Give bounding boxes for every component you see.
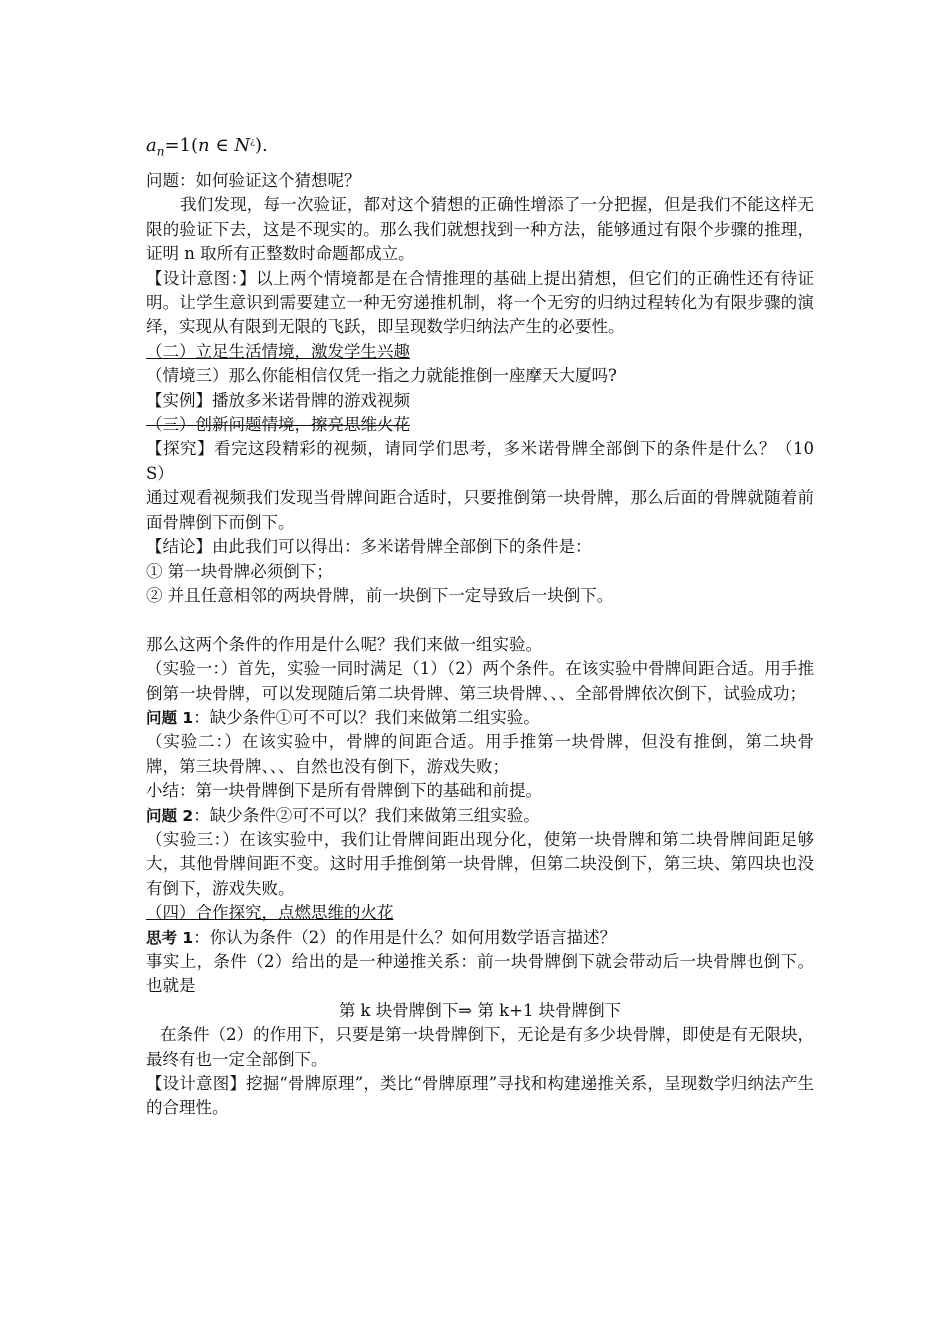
paragraph-role: 那么这两个条件的作用是什么呢？我们来做一组实验。 (146, 634, 542, 654)
think-1 (146, 926, 814, 950)
domino-implication: 第 k 块骨牌倒下⇒ 第 k+1 块骨牌倒下 (338, 1000, 622, 1020)
formula-paren-open: ( (191, 135, 199, 156)
question-2-label: 问题 2 (146, 806, 194, 825)
paragraph-summary: 小结：第一块骨牌倒下是所有骨牌倒下的基础和前提。 (146, 781, 542, 801)
formula-element-of: ∈ (209, 135, 235, 156)
formula-an-equals-1 (146, 127, 814, 161)
paragraph-conclusion: 【结论】由此我们可以得出：多米诺骨牌全部倒下的条件是： (146, 537, 592, 557)
paragraph-observe: 通过观看视频我们发现当骨牌间距合适时，只要推倒第一块骨牌，那么后面的骨牌就随着前面骨牌倒下而倒下。 (146, 488, 814, 532)
section-heading-2: （二）立足生活情境，激发学生兴趣 (146, 341, 410, 361)
condition-1: ① 第一块骨牌必须倒下； (146, 561, 333, 581)
question-1-text: ：缺少条件①可不可以？我们来做第二组实验。 (193, 707, 540, 727)
formula-equals-one: =1 (164, 135, 192, 156)
document-body (146, 127, 814, 1121)
formula-a: a (146, 135, 157, 156)
paragraph-design-intent-2: 【设计意图】挖掘“骨牌原理”，类比“骨牌原理”寻找和构建递推关系，呈现数学归纳法产生的合理性。 (146, 1074, 814, 1118)
formula-paren-close: ) (255, 135, 263, 156)
formula-set-N: N (234, 135, 251, 156)
paragraph-explore: 【探究】看完这段精彩的视频，请同学们思考，多米诺骨牌全部倒下的条件是什么？（10 S） (146, 439, 814, 483)
question-verify: 问题：如何验证这个猜想呢？ (146, 171, 361, 190)
question-1 (146, 706, 814, 730)
paragraph-fact: 事实上，条件（2）给出的是一种递推关系：前一块骨牌倒下就会带动后一块骨牌也倒下。也就是 (146, 951, 814, 996)
paragraph-example: 【实例】播放多米诺骨牌的游戏视频 (146, 390, 410, 410)
think-1-text: ：你认为条件（2）的作用是什么？如何用数学语言描述？ (193, 927, 617, 947)
formula-subscript-n: n (156, 144, 165, 159)
think-1-label: 思考 1 (146, 928, 194, 947)
formula-period: . (262, 135, 268, 156)
condition-2: ② 并且任意相邻的两块骨牌，前一块倒下一定导致后一块倒下。 (146, 585, 614, 605)
section-heading-3: （三）创新问题情境，擦亮思维火花 (146, 415, 410, 435)
paragraph-experiment-2: （实验二：）在该实验中，骨牌的间距合适。用手推第一块骨牌，但没有推倒，第二块骨牌，第三块骨牌、、、自然也没有倒下，游戏失败； (146, 732, 814, 776)
paragraph-scene-3: （情境三）那么你能相信仅凭一指之力就能推倒一座摩天大厦吗? (146, 366, 617, 386)
paragraph-discover: 我们发现，每一次验证，都对这个猜想的正确性增添了一分把握，但是我们不能这样无限的验证下去，这是不现实的。那么我们就想找到一种方法，能够通过有限个步骤的推理，证明 n 取所有正整数时命题都成立。 (146, 195, 814, 264)
section-heading-4: （四）合作探究，点燃思维的火花 (146, 903, 394, 923)
paragraph-design-intent-1: 【设计意图：】以上两个情境都是在合情推理的基础上提出猜想，但它们的正确性还有待证明。让学生意识到需要建立一种无穷递推机制，将一个无穷的归纳过程转化为有限步骤的演绎，实现从有限到无限的飞跃，即呈现数学归纳法产生的必要性。 (146, 268, 814, 337)
paragraph-experiment-1: （实验一：）首先，实验一同时满足（1）（2）两个条件。在该实验中骨牌间距合适。用手推倒第一块骨牌，可以发现随后第二块骨牌、第三块骨牌、、、全部骨牌依次倒下，试验成功； (146, 659, 814, 703)
paragraph-under-condition: 在条件（2）的作用下，只要是第一块骨牌倒下，无论是有多少块骨牌，即使是有无限块，最终有也一定全部倒下。 (146, 1025, 814, 1069)
question-2-text: ：缺少条件②可不可以？我们来做第三组实验。 (193, 805, 540, 825)
formula-superscript: ¿ (250, 137, 255, 147)
question-1-label: 问题 1 (146, 708, 194, 727)
formula-n: n (198, 135, 210, 156)
blank-line (146, 608, 814, 632)
paragraph-experiment-3: （实验三：）在该实验中，我们让骨牌间距出现分化，使第一块骨牌和第二块骨牌间距足够大，其他骨牌间距不变。这时用手推倒第一块骨牌，但第二块没倒下，第三块、第四块也没有倒下，游戏失败。 (146, 829, 814, 898)
question-2 (146, 804, 814, 828)
